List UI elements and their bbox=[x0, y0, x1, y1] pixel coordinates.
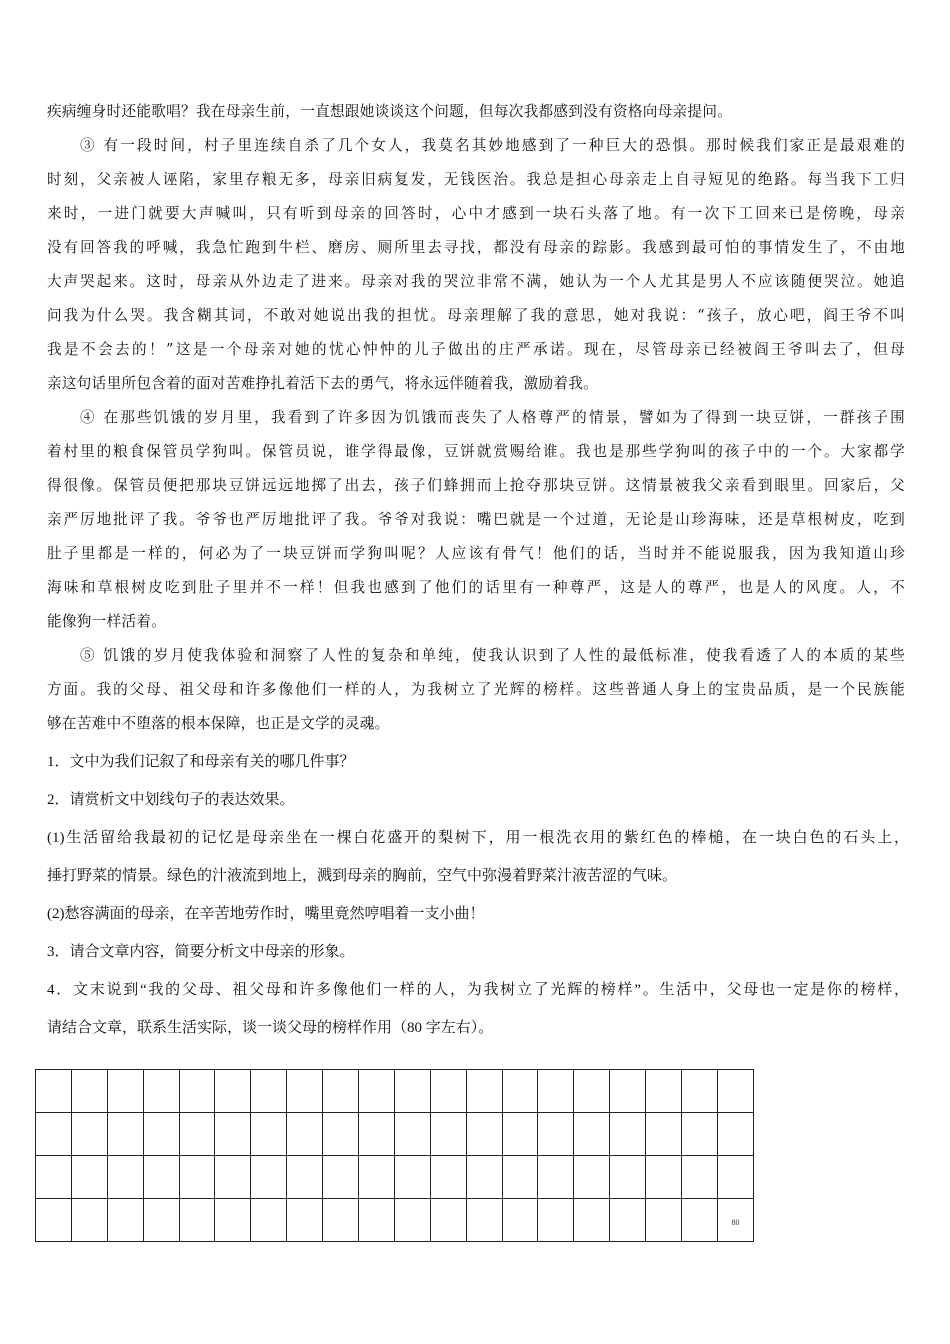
passage-line: 肚子里都是一样的，何必为了一块豆饼而学狗叫呢？人应该有骨气！他们的话，当时并不能说服我，因为我知道山珍 bbox=[47, 545, 905, 562]
answer-grid-cell[interactable] bbox=[251, 1070, 287, 1113]
answer-grid-cell[interactable] bbox=[646, 1070, 682, 1113]
passage-line: 没有回答我的呼喊，我急忙跑到牛栏、磨房、厕所里去寻找，都没有母亲的踪影。我感到最可怕的事情发生了，不由地 bbox=[47, 239, 905, 256]
passage-line: 来时，一进门就要大声喊叫，只有听到母亲的回答时，心中才感到一块石头落了地。有一次下工回来已是傍晚，母亲 bbox=[47, 205, 905, 222]
answer-grid-cell[interactable] bbox=[323, 1156, 359, 1199]
answer-grid-cell[interactable] bbox=[251, 1199, 287, 1242]
answer-grid-cell[interactable] bbox=[36, 1156, 72, 1199]
answer-grid-cell[interactable] bbox=[646, 1113, 682, 1156]
answer-grid[interactable] bbox=[35, 1069, 754, 1242]
passage-paragraph-3-start: ③ 有一段时间，村子里连续自杀了几个女人，我莫名其妙地感到了一种巨大的恐惧。那时候我们家正是最艰难的 bbox=[80, 137, 905, 154]
answer-grid-cell[interactable] bbox=[287, 1156, 323, 1199]
answer-grid-cell[interactable] bbox=[394, 1156, 430, 1199]
answer-grid-cell[interactable] bbox=[682, 1113, 718, 1156]
answer-grid-cell[interactable] bbox=[107, 1113, 143, 1156]
question-2-item-2: (2)愁容满面的母亲，在辛苦地劳作时，嘴里竟然哼唱着一支小曲！ bbox=[47, 906, 485, 922]
grid-count-label: 80 bbox=[731, 1218, 740, 1227]
answer-grid-cell[interactable] bbox=[466, 1113, 502, 1156]
question-2-item-1-cont: 捶打野菜的情景。绿色的汁液流到地上，溅到母亲的胸前，空气中弥漫着野菜汁液苦涩的气味。 bbox=[47, 868, 678, 884]
answer-grid-cell[interactable] bbox=[717, 1070, 753, 1113]
answer-grid-row bbox=[36, 1199, 754, 1242]
answer-grid-cell[interactable] bbox=[287, 1070, 323, 1113]
answer-grid-cell[interactable] bbox=[646, 1156, 682, 1199]
answer-grid-cell[interactable] bbox=[682, 1070, 718, 1113]
passage-line: 海味和草根树皮吃到肚子里并不一样！但我也感到了他们的话里有一种尊严，这是人的尊严，也是人的风度。人，不 bbox=[47, 579, 905, 596]
answer-grid-row bbox=[36, 1156, 754, 1199]
passage-line: 能像狗一样活着。 bbox=[47, 613, 167, 630]
answer-grid-cell[interactable] bbox=[179, 1113, 215, 1156]
answer-grid-row bbox=[36, 1113, 754, 1156]
answer-grid-cell[interactable] bbox=[71, 1199, 107, 1242]
answer-grid-cell[interactable] bbox=[574, 1113, 610, 1156]
passage-line: 够在苦难中不堕落的根本保障，也正是文学的灵魂。 bbox=[47, 715, 390, 732]
answer-grid-cell[interactable] bbox=[287, 1199, 323, 1242]
answer-grid-cell[interactable] bbox=[538, 1113, 574, 1156]
answer-grid-cell[interactable] bbox=[36, 1199, 72, 1242]
passage-line: 我是不会去的！”这是一个母亲对她的忧心忡忡的儿子做出的庄严承诺。现在，尽管母亲已经被阎王爷叫去了，但母 bbox=[47, 341, 905, 358]
answer-grid-cell[interactable] bbox=[646, 1199, 682, 1242]
answer-grid-cell[interactable] bbox=[610, 1199, 646, 1242]
answer-grid-cell[interactable] bbox=[610, 1156, 646, 1199]
answer-grid-cell[interactable] bbox=[359, 1156, 395, 1199]
answer-grid-cell[interactable] bbox=[574, 1199, 610, 1242]
answer-grid-cell[interactable] bbox=[430, 1156, 466, 1199]
answer-grid-cell[interactable] bbox=[143, 1156, 179, 1199]
answer-grid-cell[interactable] bbox=[359, 1199, 395, 1242]
answer-grid-cell[interactable] bbox=[502, 1070, 538, 1113]
answer-grid-cell[interactable] bbox=[179, 1070, 215, 1113]
question-4: 4．文末说到“我的父母、祖父母和许多像他们一样的人，为我树立了光辉的榜样”。生活中，父母也一定是你的榜样， bbox=[47, 982, 909, 998]
answer-grid-cell[interactable] bbox=[323, 1199, 359, 1242]
answer-grid-cell[interactable] bbox=[538, 1156, 574, 1199]
answer-grid-cell[interactable] bbox=[430, 1113, 466, 1156]
passage-line: 得很像。保管员便把那块豆饼远远地掷了出去，孩子们蜂拥而上抢夺那块豆饼。这情景被我父亲看到眼里。回家后，父 bbox=[47, 477, 905, 494]
answer-grid-cell[interactable] bbox=[107, 1199, 143, 1242]
answer-grid-cell[interactable] bbox=[107, 1070, 143, 1113]
passage-paragraph-4-start: ④ 在那些饥饿的岁月里，我看到了许多因为饥饿而丧失了人格尊严的情景，譬如为了得到一块豆饼，一群孩子围 bbox=[80, 409, 905, 426]
answer-grid-cell[interactable] bbox=[36, 1113, 72, 1156]
answer-grid-cell[interactable] bbox=[251, 1156, 287, 1199]
answer-grid-cell[interactable] bbox=[502, 1199, 538, 1242]
answer-grid-cell[interactable] bbox=[179, 1199, 215, 1242]
answer-grid-cell[interactable] bbox=[538, 1199, 574, 1242]
answer-grid-cell[interactable] bbox=[71, 1156, 107, 1199]
answer-grid-cell[interactable] bbox=[430, 1199, 466, 1242]
passage-line: 时刻，父亲被人诬陷，家里存粮无多，母亲旧病复发，无钱医治。我总是担心母亲走上自寻短见的绝路。每当我下工归 bbox=[47, 171, 905, 188]
answer-grid-cell[interactable] bbox=[682, 1199, 718, 1242]
answer-grid-cell[interactable] bbox=[430, 1070, 466, 1113]
answer-grid-cell[interactable] bbox=[502, 1113, 538, 1156]
answer-grid-cell[interactable] bbox=[323, 1113, 359, 1156]
question-2-item-1: (1)生活留给我最初的记忆是母亲坐在一棵白花盛开的梨树下，用一根洗衣用的紫红色的棒槌，在一块白色的石头上， bbox=[47, 830, 909, 846]
answer-grid-cell[interactable] bbox=[394, 1113, 430, 1156]
passage-line: 大声哭起来。这时，母亲从外边走了进来。母亲对我的哭泣非常不满，她认为一个人尤其是男人不应该随便哭泣。她追 bbox=[47, 273, 905, 290]
question-2: 2．请赏析文中划线句子的表达效果。 bbox=[47, 792, 295, 808]
answer-grid-cell[interactable] bbox=[143, 1199, 179, 1242]
answer-grid-cell[interactable] bbox=[610, 1113, 646, 1156]
answer-grid-cell[interactable] bbox=[466, 1070, 502, 1113]
answer-grid-cell[interactable] bbox=[502, 1156, 538, 1199]
passage-line: 着村里的粮食保管员学狗叫。保管员说，谁学得最像，豆饼就赏赐给谁。我也是那些学狗叫的孩子中的一个。大家都学 bbox=[47, 443, 905, 460]
answer-grid-cell[interactable] bbox=[538, 1070, 574, 1113]
answer-grid-cell[interactable] bbox=[215, 1156, 251, 1199]
answer-grid-cell[interactable] bbox=[71, 1113, 107, 1156]
answer-grid-cell[interactable] bbox=[215, 1070, 251, 1113]
answer-grid-cell[interactable] bbox=[215, 1113, 251, 1156]
question-3: 3．请合文章内容，简要分析文中母亲的形象。 bbox=[47, 944, 355, 960]
answer-grid-cell[interactable] bbox=[323, 1070, 359, 1113]
answer-grid-cell[interactable] bbox=[36, 1070, 72, 1113]
answer-grid-cell[interactable] bbox=[682, 1156, 718, 1199]
answer-grid-cell[interactable] bbox=[251, 1113, 287, 1156]
passage-line: 方面。我的父母、祖父母和许多像他们一样的人，为我树立了光辉的榜样。这些普通人身上的宝贵品质，是一个民族能 bbox=[47, 681, 905, 698]
answer-grid-cell[interactable] bbox=[215, 1199, 251, 1242]
answer-grid-cell[interactable] bbox=[394, 1199, 430, 1242]
passage-line: 疾病缠身时还能歌唱？我在母亲生前，一直想跟她谈谈这个问题，但每次我都感到没有资格向母亲提问。 bbox=[47, 103, 733, 120]
answer-grid-cell[interactable] bbox=[610, 1070, 646, 1113]
answer-grid-cell[interactable] bbox=[394, 1070, 430, 1113]
answer-grid-cell[interactable] bbox=[717, 1156, 753, 1199]
answer-grid-cell[interactable] bbox=[71, 1070, 107, 1113]
passage-line: 亲严厉地批评了我。爷爷也严厉地批评了我。爷爷对我说：嘴巴就是一个过道，无论是山珍海味，还是草根树皮，吃到 bbox=[47, 511, 905, 528]
answer-grid-cell[interactable] bbox=[359, 1070, 395, 1113]
answer-grid-cell[interactable] bbox=[143, 1070, 179, 1113]
question-1: 1．文中为我们记叙了和母亲有关的哪几件事？ bbox=[47, 754, 355, 770]
answer-grid-cell[interactable] bbox=[466, 1199, 502, 1242]
answer-grid-cell[interactable] bbox=[359, 1113, 395, 1156]
answer-grid-cell[interactable] bbox=[574, 1070, 610, 1113]
question-4-cont: 请结合文章，联系生活实际，谈一谈父母的榜样作用（80 字左右）。 bbox=[47, 1020, 494, 1036]
answer-grid-row bbox=[36, 1070, 754, 1113]
answer-grid-cell[interactable] bbox=[287, 1113, 323, 1156]
answer-grid-cell[interactable] bbox=[143, 1113, 179, 1156]
answer-grid-cell[interactable] bbox=[466, 1156, 502, 1199]
answer-grid-cell[interactable] bbox=[717, 1199, 753, 1242]
passage-line: 问我为什么哭。我含糊其词，不敢对她说出我的担忧。母亲理解了我的意思，她对我说：“孩子，放心吧，阎王爷不叫 bbox=[47, 307, 905, 324]
passage-paragraph-5-start: ⑤ 饥饿的岁月使我体验和洞察了人性的复杂和单纯，使我认识到了人性的最低标准，使我看透了人的本质的某些 bbox=[80, 647, 905, 664]
answer-grid-cell[interactable] bbox=[717, 1113, 753, 1156]
passage-line: 亲这句话里所包含着的面对苦难挣扎着活下去的勇气，将永远伴随着我，激励着我。 bbox=[47, 375, 599, 392]
answer-grid-cell[interactable] bbox=[107, 1156, 143, 1199]
answer-grid-cell[interactable] bbox=[574, 1156, 610, 1199]
answer-grid-cell[interactable] bbox=[179, 1156, 215, 1199]
